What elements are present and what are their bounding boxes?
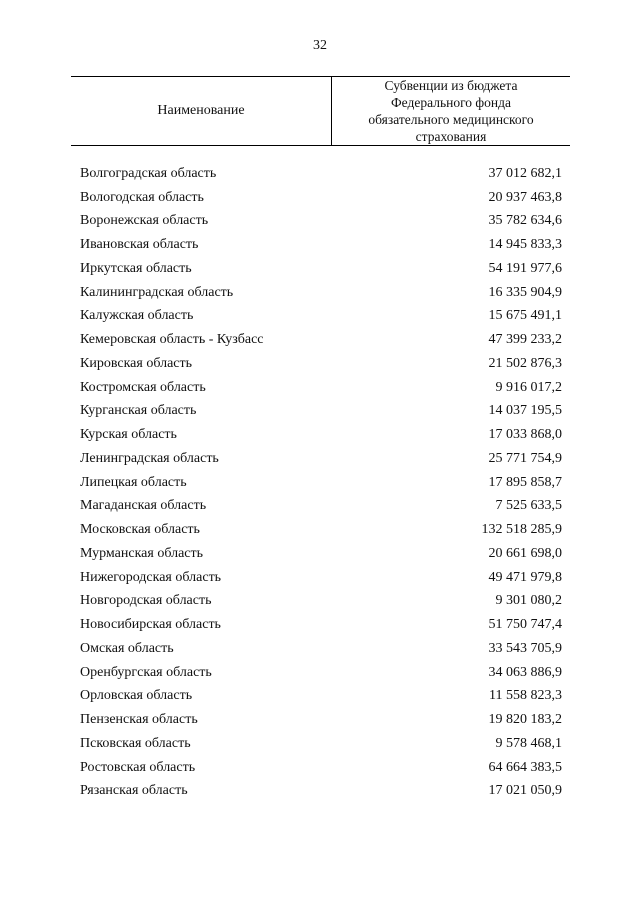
subsidy-value: 7 525 633,5 (495, 498, 562, 514)
region-name: Мурманская область (80, 545, 204, 561)
table-body (80, 162, 562, 803)
table-row (80, 305, 562, 329)
page-number: 32 (313, 38, 327, 53)
region-name: Калининградская область (80, 284, 234, 300)
subsidy-value: 54 191 977,6 (488, 260, 562, 276)
region-name: Пензенская область (80, 712, 198, 728)
subsidy-value: 33 543 705,9 (488, 640, 562, 656)
subsidy-value: 47 399 233,2 (488, 332, 562, 348)
table-row (80, 471, 562, 495)
region-name: Вологодская область (80, 189, 204, 205)
region-name: Курская область (80, 427, 177, 443)
subsidy-value: 17 895 858,7 (488, 474, 562, 490)
subsidy-value: 11 558 823,3 (489, 688, 562, 704)
table-row (80, 257, 562, 281)
subsidy-value: 9 301 080,2 (495, 593, 562, 609)
region-name: Воронежская область (80, 213, 209, 229)
table-row (80, 542, 562, 566)
table-row (80, 637, 562, 661)
table-row (80, 233, 562, 257)
region-name: Нижегородская область (80, 569, 222, 585)
table-row (80, 352, 562, 376)
table-row (80, 400, 562, 424)
region-name: Омская область (80, 640, 174, 656)
table-row (80, 518, 562, 542)
subsidy-value: 20 661 698,0 (488, 545, 562, 561)
table-row (80, 495, 562, 519)
column-header-subsidy: Субвенции из бюджета Федерального фонда обязательного медицинского страхования (368, 78, 534, 144)
region-name: Кемеровская область - Кузбасс (80, 332, 264, 348)
region-name: Новгородская область (80, 593, 212, 609)
region-name: Волгоградская область (80, 165, 217, 181)
subsidy-value: 64 664 383,5 (488, 759, 562, 775)
table-row (80, 423, 562, 447)
table-row (80, 756, 562, 780)
subsidy-value: 19 820 183,2 (488, 712, 562, 728)
subsidy-value: 34 063 886,9 (488, 664, 562, 680)
subsidy-value: 14 945 833,3 (488, 237, 562, 253)
subsidy-value: 35 782 634,6 (488, 213, 562, 229)
subsidy-value: 20 937 463,8 (488, 189, 562, 205)
table-row (80, 590, 562, 614)
subsidy-value: 15 675 491,1 (488, 308, 562, 324)
table-row (80, 281, 562, 305)
table-row (80, 661, 562, 685)
subsidy-value: 49 471 979,8 (488, 569, 562, 585)
subsidy-value: 17 021 050,9 (488, 783, 562, 799)
table-row (80, 685, 562, 709)
table-row (80, 328, 562, 352)
subsidy-value: 25 771 754,9 (488, 450, 562, 466)
table-row (80, 732, 562, 756)
table-row (80, 210, 562, 234)
table-row (80, 162, 562, 186)
region-name: Магаданская область (80, 498, 207, 514)
region-name: Оренбургская область (80, 664, 212, 680)
subsidy-value: 37 012 682,1 (488, 165, 562, 181)
region-name: Липецкая область (80, 474, 187, 490)
region-name: Московская область (80, 522, 200, 538)
subsidy-value: 14 037 195,5 (488, 403, 562, 419)
table-row (80, 186, 562, 210)
subsidy-value: 16 335 904,9 (488, 284, 562, 300)
region-name: Костромская область (80, 379, 206, 395)
column-header-name: Наименование (71, 77, 332, 145)
subsidy-value: 51 750 747,4 (488, 617, 562, 633)
table-row (80, 566, 562, 590)
region-name: Кировская область (80, 355, 193, 371)
subsidy-value: 17 033 868,0 (488, 427, 562, 443)
table-row (80, 708, 562, 732)
table-row (80, 613, 562, 637)
subsidy-value: 9 916 017,2 (495, 379, 562, 395)
table-row (80, 447, 562, 471)
region-name: Иркутская область (80, 260, 192, 276)
region-name: Ростовская область (80, 759, 196, 775)
region-name: Ленинградская область (80, 450, 219, 466)
region-name: Псковская область (80, 735, 191, 751)
table-row (80, 780, 562, 804)
subsidy-value: 9 578 468,1 (495, 735, 562, 751)
table-header (71, 76, 570, 146)
region-name: Рязанская область (80, 783, 188, 799)
region-name: Орловская область (80, 688, 193, 704)
region-name: Калужская область (80, 308, 194, 324)
region-name: Ивановская область (80, 237, 199, 253)
region-name: Курганская область (80, 403, 197, 419)
subsidy-value: 132 518 285,9 (481, 522, 562, 538)
subsidy-value: 21 502 876,3 (488, 355, 562, 371)
region-name: Новосибирская область (80, 617, 221, 633)
table-row (80, 376, 562, 400)
